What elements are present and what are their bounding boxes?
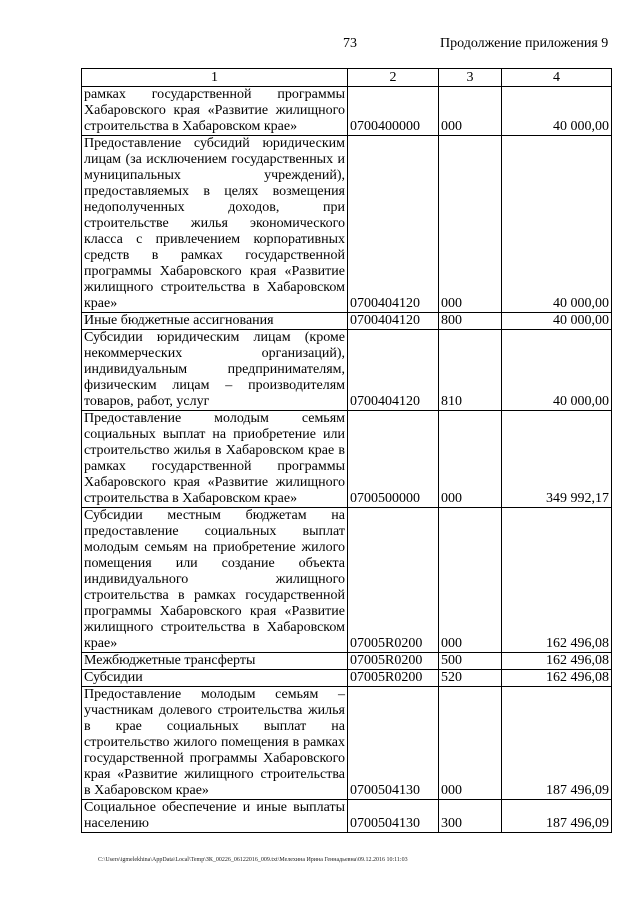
row-code: 0700404120 — [348, 136, 439, 313]
row-type: 000 — [439, 411, 502, 508]
table-row — [82, 136, 612, 313]
row-code: 0700500000 — [348, 411, 439, 508]
budget-table — [81, 68, 612, 833]
row-code: 07005R0200 — [348, 508, 439, 653]
row-code: 0700404120 — [348, 330, 439, 411]
row-amount: 40 000,00 — [502, 87, 612, 136]
row-amount: 162 496,08 — [502, 670, 612, 687]
row-type: 520 — [439, 670, 502, 687]
table-row — [82, 670, 612, 687]
table-row — [82, 330, 612, 411]
column-header-4: 4 — [502, 69, 612, 87]
row-code: 0700404120 — [348, 313, 439, 330]
row-amount: 40 000,00 — [502, 330, 612, 411]
table-row — [82, 653, 612, 670]
row-type: 000 — [439, 508, 502, 653]
row-type: 800 — [439, 313, 502, 330]
row-name: Субсидии — [82, 670, 348, 687]
page-number: 73 — [343, 36, 357, 51]
row-code: 0700504130 — [348, 800, 439, 833]
row-amount: 162 496,08 — [502, 653, 612, 670]
table-row — [82, 87, 612, 136]
row-name: Субсидии юридическим лицам (кроме некоммерческих организаций), индивидуальным предпринимателям, физическим лицам – производителям товаров, работ, услуг — [82, 330, 348, 411]
row-type: 500 — [439, 653, 502, 670]
row-amount: 187 496,09 — [502, 687, 612, 800]
row-name: Предоставление молодым семьям социальных выплат на приобретение или строительство жилья в Хабаровском крае в рамках государственной программы Хабаровского края «Развитие жилищного строительства в Хабаровском крае» — [82, 411, 348, 508]
table-row — [82, 411, 612, 508]
table-row — [82, 800, 612, 833]
column-header-1: 1 — [82, 69, 348, 87]
table-row — [82, 508, 612, 653]
row-amount: 162 496,08 — [502, 508, 612, 653]
row-type: 000 — [439, 687, 502, 800]
row-name: Социальное обеспечение и иные выплаты населению — [82, 800, 348, 833]
row-code: 07005R0200 — [348, 653, 439, 670]
row-type: 000 — [439, 136, 502, 313]
row-amount: 40 000,00 — [502, 136, 612, 313]
row-type: 300 — [439, 800, 502, 833]
column-header-2: 2 — [348, 69, 439, 87]
row-amount: 187 496,09 — [502, 800, 612, 833]
table-row — [82, 687, 612, 800]
footer-file-path: C:\Users\igmelekhina\AppData\Local\Temp\ЗК_00226_06122016_009.txt\Мелехина Ирина Геннадьевна\09.12.2016 10:11:03 — [98, 857, 408, 863]
row-name: Предоставление субсидий юридическим лицам (за исключением государственных и муниципальных учреждений), предоставляемых в целях возмещения недополученных доходов, при строительстве жилья экономического класса с привлечением корпоративных средств в рамках государственной программы Хабаровского края «Развитие жилищного строительства в Хабаровском крае» — [82, 136, 348, 313]
row-type: 810 — [439, 330, 502, 411]
row-amount: 349 992,17 — [502, 411, 612, 508]
row-code: 0700504130 — [348, 687, 439, 800]
row-amount: 40 000,00 — [502, 313, 612, 330]
row-code: 0700400000 — [348, 87, 439, 136]
row-type: 000 — [439, 87, 502, 136]
row-name: Иные бюджетные ассигнования — [82, 313, 348, 330]
row-code: 07005R0200 — [348, 670, 439, 687]
row-name: Межбюджетные трансферты — [82, 653, 348, 670]
row-name: рамках государственной программы Хабаровского края «Развитие жилищного строительства в Хабаровском крае» — [82, 87, 348, 136]
row-name: Предоставление молодым семьям – участникам долевого строительства жилья в крае социальных выплат на строительство жилого помещения в рамках государственной программы Хабаровского края «Развитие жилищного строительства в Хабаровском крае» — [82, 687, 348, 800]
appendix-note: Продолжение приложения 9 — [440, 36, 609, 51]
table-header-row — [82, 69, 612, 87]
column-header-3: 3 — [439, 69, 502, 87]
table-row — [82, 313, 612, 330]
row-name: Субсидии местным бюджетам на предоставление социальных выплат молодым семьям на приобретение жилого помещения или создание объекта индивидуального жилищного строительства в рамках государственной программы Хабаровского края «Развитие жилищного строительства в Хабаровском крае» — [82, 508, 348, 653]
